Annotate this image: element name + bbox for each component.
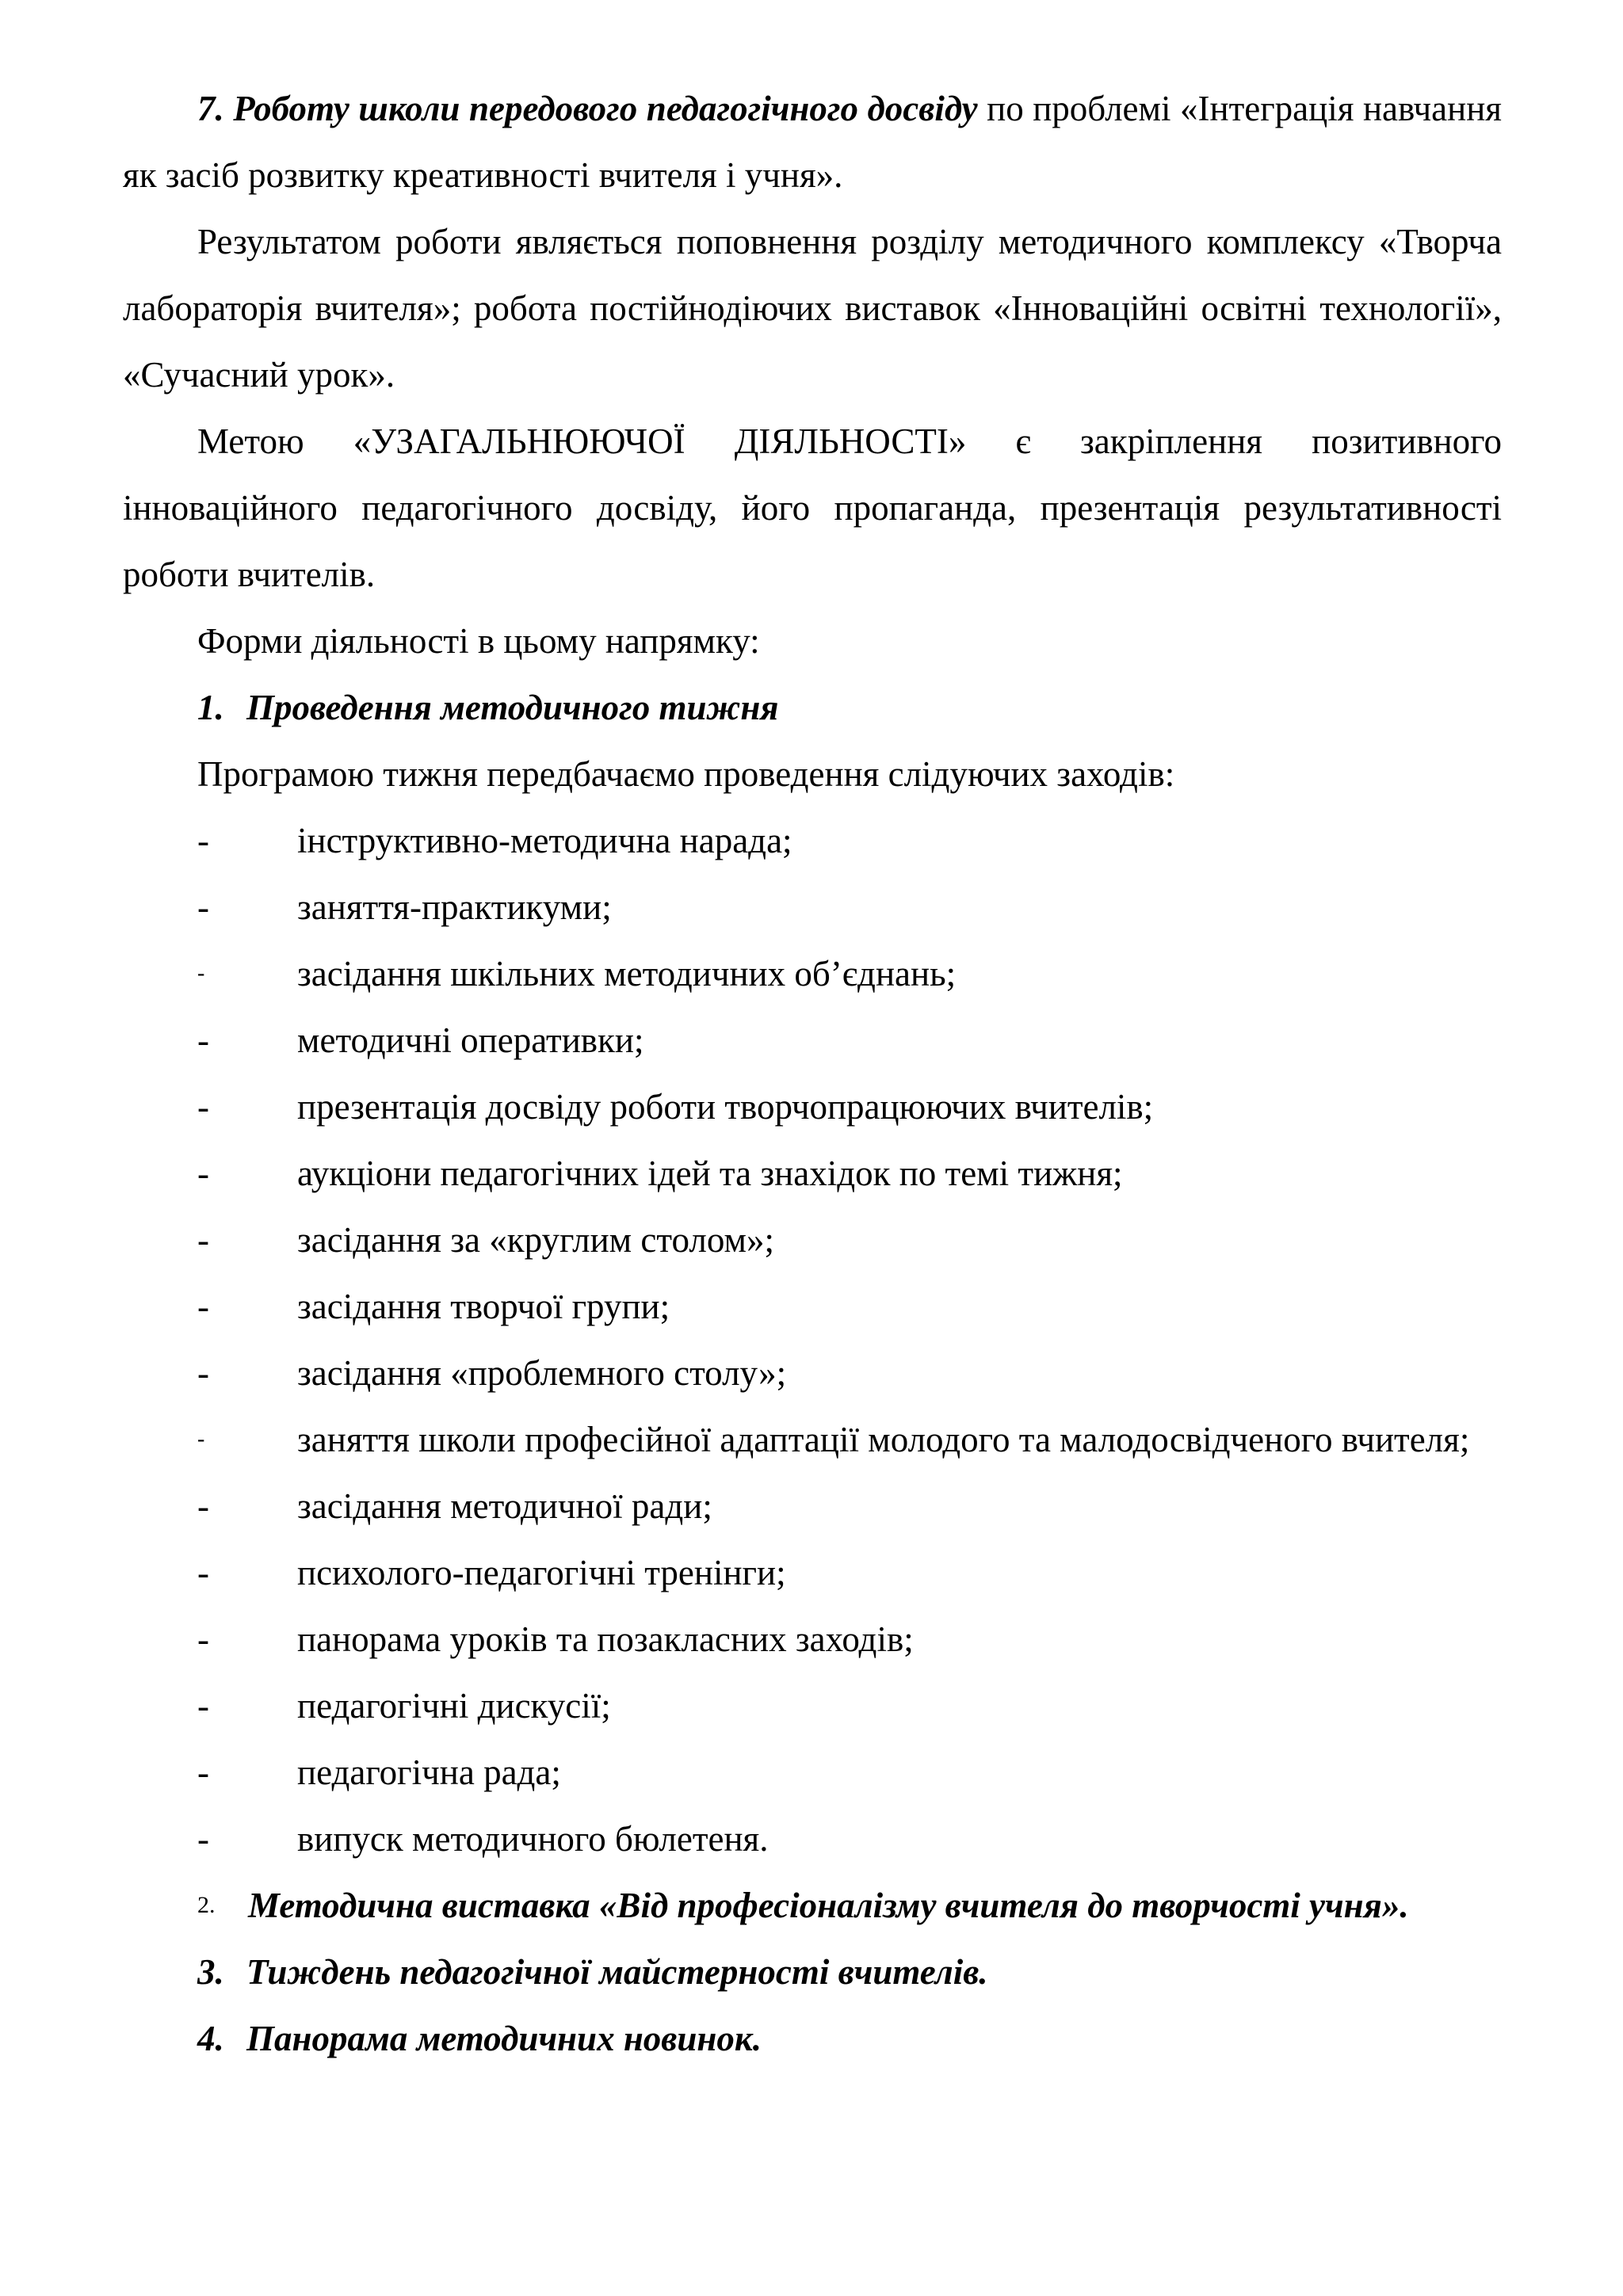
- list-dash: -: [197, 1020, 209, 1060]
- list-item-text: аукціони педагогічних ідей та знахідок по темі тижня;: [297, 1154, 1123, 1193]
- list-dash: -: [197, 1220, 209, 1260]
- paragraph-goal: Метою «УЗАГАЛЬНЮЮЧОЇ ДІЯЛЬНОСТІ» є закріплення позитивного інноваційного педагогічного досвіду, його пропаганда, презентація результативності роботи вчителів.: [123, 421, 1502, 594]
- document-page: [123, 75, 1502, 2072]
- list-dash: -: [197, 1753, 209, 1792]
- list-item-text: засідання творчої групи;: [297, 1287, 670, 1326]
- paragraph-result: Результатом роботи являється поповнення розділу методичного комплексу «Творча лабораторія вчителя»; робота постійнодіючих виставок «Інноваційні освітні технології», «Сучасний урок».: [123, 222, 1502, 395]
- heading-text: Тиждень педагогічної майстерності вчителів.: [246, 1952, 988, 1992]
- list-item-text: засідання за «круглим столом»;: [297, 1220, 774, 1260]
- heading-text: Методична виставка «Від професіоналізму вчителя до творчості учня».: [248, 1886, 1409, 1925]
- list-dash: -: [197, 1353, 209, 1393]
- heading-number: 2.: [197, 1892, 216, 1918]
- emphasis-text: Роботу школи передового педагогічного досвіду: [233, 89, 978, 128]
- list-item: [123, 1340, 1502, 1406]
- paragraph-school-of-experience: [123, 75, 1502, 208]
- list-item-text: методичні оперативки;: [297, 1020, 644, 1060]
- list-dash: -: [197, 1087, 209, 1127]
- list-item-text: педагогічні дискусії;: [297, 1686, 611, 1726]
- heading-text: Панорама методичних новинок.: [246, 2019, 762, 2058]
- list-dash: -: [197, 821, 209, 860]
- list-dash: -: [197, 1486, 209, 1526]
- list-item-text: засідання методичної ради;: [297, 1486, 712, 1526]
- list-item-text: панорама уроків та позакласних заходів;: [297, 1619, 914, 1659]
- heading-methodical-week: [123, 674, 1502, 741]
- list-dash: -: [197, 1154, 209, 1193]
- heading-methodical-exhibition: [123, 1872, 1502, 1939]
- heading-number: 3.: [197, 1952, 224, 1992]
- list-item-text: випуск методичного бюлетеня.: [297, 1819, 769, 1859]
- list-item: [123, 1606, 1502, 1672]
- list-item-text: засідання шкільних методичних об’єднань;: [297, 954, 957, 994]
- list-item: [123, 1739, 1502, 1806]
- list-dash: -: [197, 1686, 209, 1726]
- heading-number: 1.: [197, 688, 224, 727]
- list-item: [123, 1074, 1502, 1140]
- list-item-text: заняття-практикуми;: [297, 887, 612, 927]
- list-item-text: педагогічна рада;: [297, 1753, 561, 1792]
- list-item-text: заняття школи професійної адаптації молодого та малодосвідченого вчителя;: [297, 1420, 1470, 1459]
- list-dash: -: [197, 1427, 205, 1451]
- list-item: [123, 1207, 1502, 1273]
- heading-number: 4.: [197, 2019, 224, 2058]
- list-item-text: презентація досвіду роботи творчопрацюючих вчителів;: [297, 1087, 1154, 1127]
- list-item: [123, 1007, 1502, 1074]
- list-item: [123, 1672, 1502, 1739]
- events-list: [123, 807, 1502, 1872]
- item-number: 7.: [197, 89, 224, 128]
- list-item: [123, 807, 1502, 874]
- list-item: [123, 874, 1502, 940]
- list-item-text: засідання «проблемного столу»;: [297, 1353, 787, 1393]
- paragraph-text: по проблемі «Інтеграція навчання як засіб розвитку креативності вчителя і учня».: [123, 89, 1503, 195]
- list-dash: -: [197, 1287, 209, 1326]
- list-item: [123, 1406, 1502, 1473]
- heading-text: Проведення методичного тижня: [246, 688, 779, 727]
- list-dash: -: [197, 1819, 209, 1859]
- list-item: [123, 1140, 1502, 1207]
- list-item: [123, 1473, 1502, 1539]
- list-item: [123, 1273, 1502, 1340]
- heading-methodical-panorama: [123, 2005, 1502, 2072]
- list-dash: -: [197, 887, 209, 927]
- paragraph-forms: Форми діяльності в цьому напрямку:: [197, 621, 760, 661]
- paragraph-program: Програмою тижня передбачаємо проведення слідуючих заходів:: [197, 754, 1175, 794]
- list-item-text: психолого-педагогічні тренінги;: [297, 1553, 786, 1592]
- list-dash: -: [197, 961, 205, 986]
- list-dash: -: [197, 1619, 209, 1659]
- heading-mastery-week: [123, 1939, 1502, 2005]
- list-item: [123, 1539, 1502, 1606]
- list-item: [123, 940, 1502, 1007]
- list-item: [123, 1806, 1502, 1872]
- list-item-text: інструктивно-методична нарада;: [297, 821, 792, 860]
- list-dash: -: [197, 1553, 209, 1592]
